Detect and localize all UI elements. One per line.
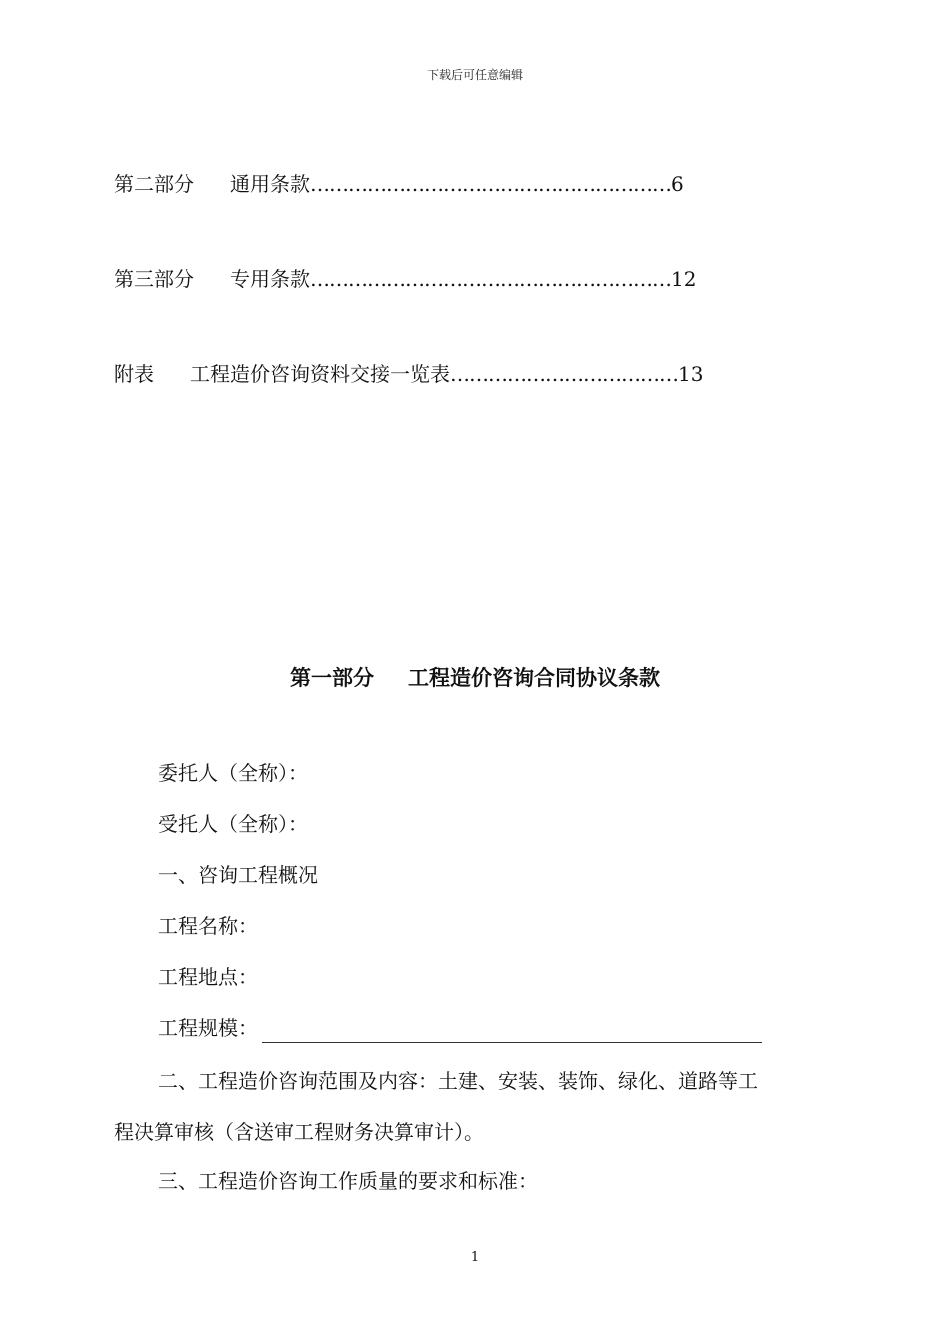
toc-title: 工程造价咨询资料交接一览表: [190, 362, 450, 386]
item2-line2: 程决算审核（含送审工程财务决算审计）。: [114, 1120, 484, 1144]
page-number: 1: [470, 1250, 480, 1265]
toc-page-number: 13: [678, 362, 704, 386]
toc-leader-dots: ………………………………: [450, 362, 678, 386]
project-location-label: 工程地点：: [158, 965, 258, 989]
project-scale-row: [158, 1013, 762, 1043]
section-title-text: 工程造价咨询合同协议条款: [408, 666, 660, 690]
toc-title: 专用条款: [230, 267, 310, 291]
toc-leader-dots: …………………………………………………: [310, 267, 671, 291]
toc-part-label: 附表: [114, 362, 154, 386]
section-part-label: 第一部分: [290, 666, 374, 690]
toc-entry-special-terms[interactable]: [114, 265, 774, 293]
client-label: 委托人（全称）：: [158, 761, 308, 785]
toc-page-number: 6: [671, 172, 684, 196]
item3-heading: 三、工程造价咨询工作质量的要求和标准：: [158, 1169, 538, 1193]
item1-heading: 一、咨询工程概况: [158, 863, 318, 887]
toc-entry-general-terms[interactable]: [114, 170, 774, 198]
item2-line1: 二、工程造价咨询范围及内容：土建、安装、装饰、绿化、道路等工: [158, 1069, 758, 1093]
toc-page-number: 12: [671, 267, 697, 291]
toc-leader-dots: …………………………………………………: [310, 172, 671, 196]
section-heading: [0, 662, 950, 692]
project-name-label: 工程名称：: [158, 914, 258, 938]
toc-part-label: 第二部分: [114, 172, 194, 196]
project-scale-blank[interactable]: [262, 1018, 762, 1043]
page-header: 下载后可任意编辑: [426, 68, 523, 82]
toc-part-label: 第三部分: [114, 267, 194, 291]
project-scale-label: 工程规模：: [158, 1016, 258, 1040]
contractor-label: 受托人（全称）：: [158, 812, 308, 836]
toc-title: 通用条款: [230, 172, 310, 196]
toc-entry-appendix[interactable]: [114, 360, 774, 388]
